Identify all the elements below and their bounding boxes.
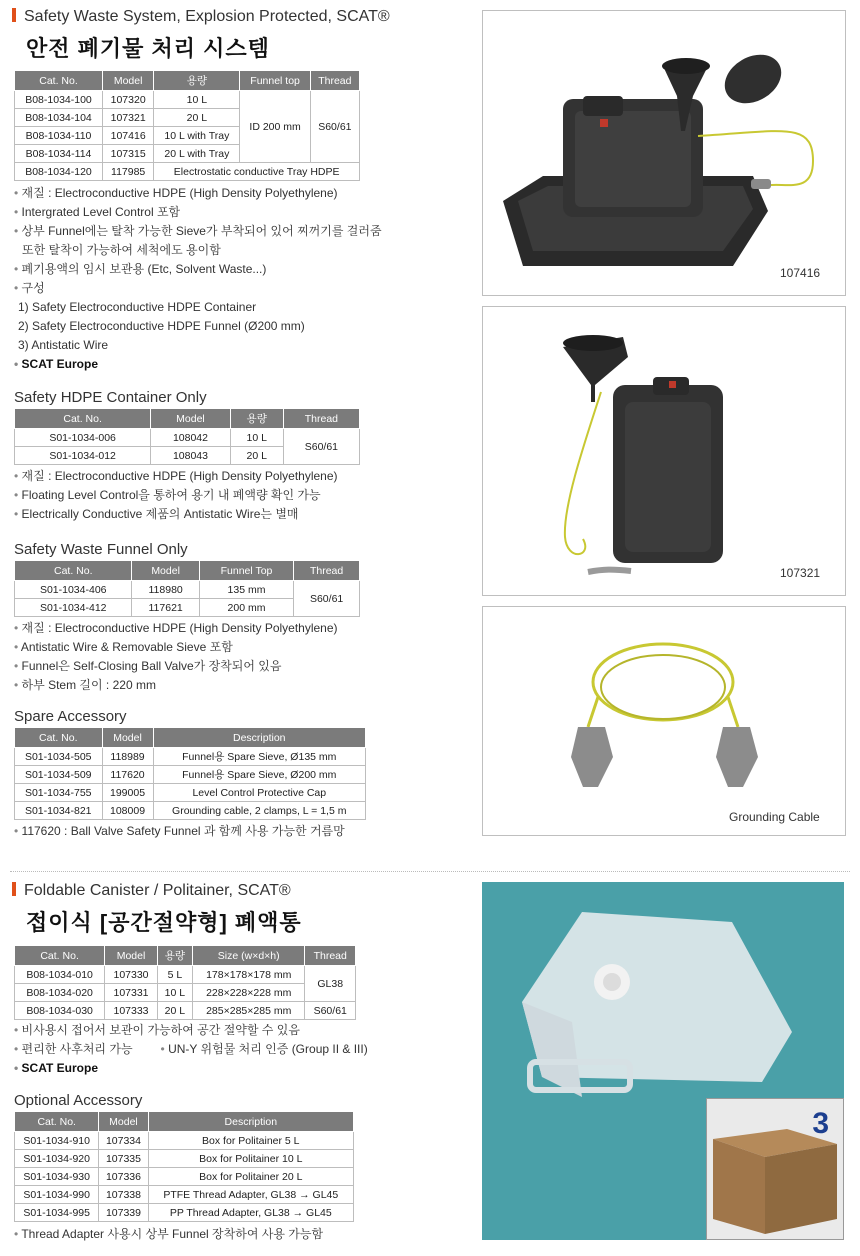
section1-bullets: • 재질 : Electroconductive HDPE (High Density Polyethylene) • Intergrated Level Control 포함 • 상부 Funnel에는 탈착 가능한 Sieve가 부착되어 있어 찌꺼기를 걸러줌 또한 탈착이 가능하여 세척에도 용이함 • 폐기용액의 임시 보관용 (Etc, Solvent Waste...) • 구성 1) Safety Electroconductive HDPE Container 2) Safety Electroconductive HDPE Funnel (Ø200 mm) 3) Antistatic Wire • SCAT Europe — [14, 184, 382, 374]
table-row: B08-1034-030 107333 20 L 285×285×285 mm S60/61 — [15, 1002, 356, 1020]
section6-table — [14, 1111, 354, 1222]
table-row: S01-1034-755 199005 Level Control Protective Cap — [15, 784, 366, 802]
section5-title-kr: 접이식 [공간절약형] 폐액통 — [26, 910, 302, 935]
section1-title: Safety Waste System, Explosion Protected, SCAT® — [12, 8, 390, 26]
section4-title: Spare Accessory — [14, 708, 127, 725]
section6-note: • Thread Adapter 사용시 상부 Funnel 장착하여 사용 가능함 — [14, 1225, 323, 1244]
photo-container-with-funnel — [482, 306, 846, 596]
table-row: B08-1034-104 107321 20 L — [15, 109, 360, 127]
table-row: S01-1034-412 117621 200 mm — [15, 599, 360, 617]
section1-title-kr: 안전 폐기물 처리 시스템 — [26, 36, 270, 61]
section2-bullets: • 재질 : Electroconductive HDPE (High Density Polyethylene) • Floating Level Control을 통하여 용기 내 폐액량 확인 가능 • Electrically Conductive 제품의 Antistatic Wire는 별매 — [14, 467, 338, 524]
grounding-cable-illustration — [483, 607, 845, 835]
table-header-row: Cat. No. Model Description — [15, 1112, 354, 1132]
section3-title: Safety Waste Funnel Only — [14, 541, 188, 558]
section1-table — [14, 70, 360, 181]
section5-title: Foldable Canister / Politainer, SCAT® — [12, 882, 291, 900]
table-row: S01-1034-920 107335 Box for Politainer 10 L — [15, 1150, 354, 1168]
box-number-label: 3 — [812, 1107, 829, 1140]
table-row: B08-1034-114 107315 20 L with Tray — [15, 145, 360, 163]
table-row: S01-1034-995 107339 PP Thread Adapter, GL38 → GL45 — [15, 1204, 354, 1222]
table-header-row: Cat. No. Model Funnel Top Thread — [15, 561, 360, 581]
table-row: B08-1034-100 107320 10 L ID 200 mm S60/61 — [15, 91, 360, 109]
section5-table — [14, 945, 356, 1020]
table-row: S01-1034-910 107334 Box for Politainer 5 L — [15, 1132, 354, 1150]
section-divider — [10, 871, 850, 872]
table-row: B08-1034-120 117985 Electrostatic conductive Tray HDPE — [15, 163, 360, 181]
section2-title: Safety HDPE Container Only — [14, 389, 207, 406]
table-row: S01-1034-006 108042 10 L S60/61 — [15, 429, 360, 447]
section4-note: • 117620 : Ball Valve Safety Funnel 과 함께 사용 가능한 거름망 — [14, 822, 345, 841]
table-row: S01-1034-505 118989 Funnel용 Spare Sieve, Ø135 mm — [15, 748, 366, 766]
inset-box-photo — [706, 1098, 844, 1240]
section2-table — [14, 408, 360, 465]
table-row: S01-1034-930 107336 Box for Politainer 20 L — [15, 1168, 354, 1186]
photo-politainer — [482, 882, 844, 1240]
table-row: B08-1034-020 107331 10 L 228×228×228 mm — [15, 984, 356, 1002]
table-header-row: Cat. No. Model Description — [15, 728, 366, 748]
photo2-caption: 107321 — [780, 566, 821, 580]
section5-bullets: • 비사용시 접어서 보관이 가능하여 공간 절약할 수 있음 • 편리한 사후처리 가능• UN-Y 위험물 처리 인증 (Group II & III) • SCAT Europe — [14, 1021, 368, 1078]
table-row: S01-1034-012 108043 20 L — [15, 447, 360, 465]
photo1-caption: 107416 — [780, 266, 821, 280]
table-row: S01-1034-509 117620 Funnel용 Spare Sieve, Ø200 mm — [15, 766, 366, 784]
container-funnel-illustration — [483, 307, 845, 595]
section6-title: Optional Accessory — [14, 1092, 143, 1109]
waste-system-illustration — [483, 11, 845, 295]
section3-table — [14, 560, 360, 617]
table-row: S01-1034-990 107338 PTFE Thread Adapter, GL38 → GL45 — [15, 1186, 354, 1204]
table-row: B08-1034-110 107416 10 L with Tray — [15, 127, 360, 145]
table-header-row: Cat. No. Model 용량 Funnel top Thread — [15, 71, 360, 91]
section4-table — [14, 727, 366, 820]
section3-bullets: • 재질 : Electroconductive HDPE (High Density Polyethylene) • Antistatic Wire & Removable Sieve 포함 • Funnel은 Self-Closing Ball Valve가 장착되어 있음 • 하부 Stem 길이 : 220 mm — [14, 619, 338, 695]
table-header-row: Cat. No. Model 용량 Size (w×d×h) Thread — [15, 946, 356, 966]
table-header-row: Cat. No. Model 용량 Thread — [15, 409, 360, 429]
title-accent-bar — [12, 882, 16, 896]
photo-grounding-cable — [482, 606, 846, 836]
table-row: B08-1034-010 107330 5 L 178×178×178 mm GL38 — [15, 966, 356, 984]
photo-waste-system-with-tray — [482, 10, 846, 296]
photo3-caption: Grounding Cable — [729, 810, 820, 824]
title-accent-bar — [12, 8, 16, 22]
table-row: S01-1034-821 108009 Grounding cable, 2 clamps, L = 1,5 m — [15, 802, 366, 820]
table-row: S01-1034-406 118980 135 mm S60/61 — [15, 581, 360, 599]
